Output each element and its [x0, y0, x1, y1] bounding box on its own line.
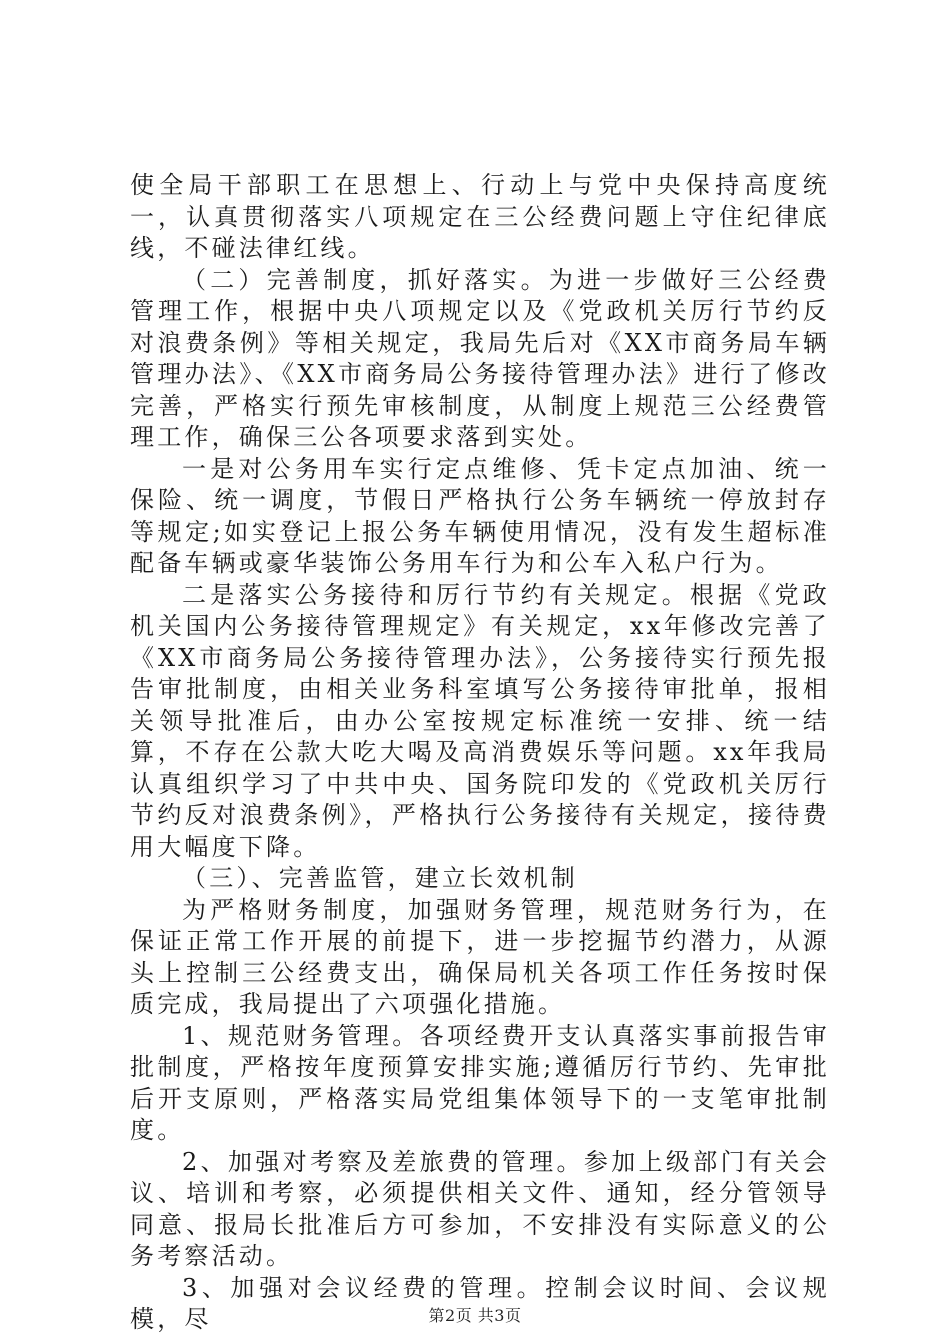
paragraph-4: 二是落实公务接待和厉行节约有关规定。根据《党政机关国内公务接待管理规定》有关规定，xx年修改完善了《XX市商务局公务接待管理办法》，公务接待实行预先报告审批制度，由相关业务科室填写公务接待审批单，报相关领导批准后，由办公室按规定标准统一安排、统一结算，不存在公款大吃大喝及高消费娱乐等问题。xx年我局认真组织学习了中共中央、国务院印发的《党政机关厉行节约反对浪费条例》，严格执行公务接待有关规定，接待费用大幅度下降。 [130, 580, 830, 861]
section-heading-3: （三）、完善监管，建立长效机制 [182, 864, 578, 892]
paragraph-6: 为严格财务制度，加强财务管理，规范财务行为，在保证正常工作开展的前提下，进一步挖掘节约潜力，从源头上控制三公经费支出，确保局机关各项工作任务按时保质完成，我局提出了六项强化措施。 [130, 895, 830, 1018]
paragraph-7: 1、规范财务管理。各项经费开支认真落实事前报告审批制度，严格按年度预算安排实施;遵循厉行节约、先审批后开支原则，严格落实局党组集体领导下的一支笔审批制度。 [130, 1021, 830, 1144]
paragraph-1: 使全局干部职工在思想上、行动上与党中央保持高度统一，认真贯彻落实八项规定在三公经费问题上守住纪律底线，不碰法律红线。 [130, 171, 830, 262]
document-body [130, 170, 830, 1336]
page-footer: 第2页 共3页 [428, 1306, 522, 1325]
paragraph-8: 2、加强对考察及差旅费的管理。参加上级部门有关会议、培训和考察，必须提供相关文件、通知，经分管领导同意、报局长批准后方可参加，不安排没有实际意义的公务考察活动。 [130, 1147, 830, 1270]
paragraph-9: 3、加强对会议经费的管理。控制会议时间、会议规模，尽 [130, 1273, 830, 1333]
paragraph-2: （二）完善制度，抓好落实。为进一步做好三公经费管理工作，根据中央八项规定以及《党政机关厉行节约反对浪费条例》等相关规定，我局先后对《XX市商务局车辆管理办法》、《XX市商务局公务接待管理办法》进行了修改完善，严格实行预先审核制度，从制度上规范三公经费管理工作，确保三公各项要求落到实处。 [130, 265, 830, 451]
paragraph-3: 一是对公务用车实行定点维修、凭卡定点加油、统一保险、统一调度，节假日严格执行公务车辆统一停放封存等规定;如实登记上报公务车辆使用情况，没有发生超标准配备车辆或豪华装饰公务用车行为和公车入私户行为。 [130, 454, 830, 577]
